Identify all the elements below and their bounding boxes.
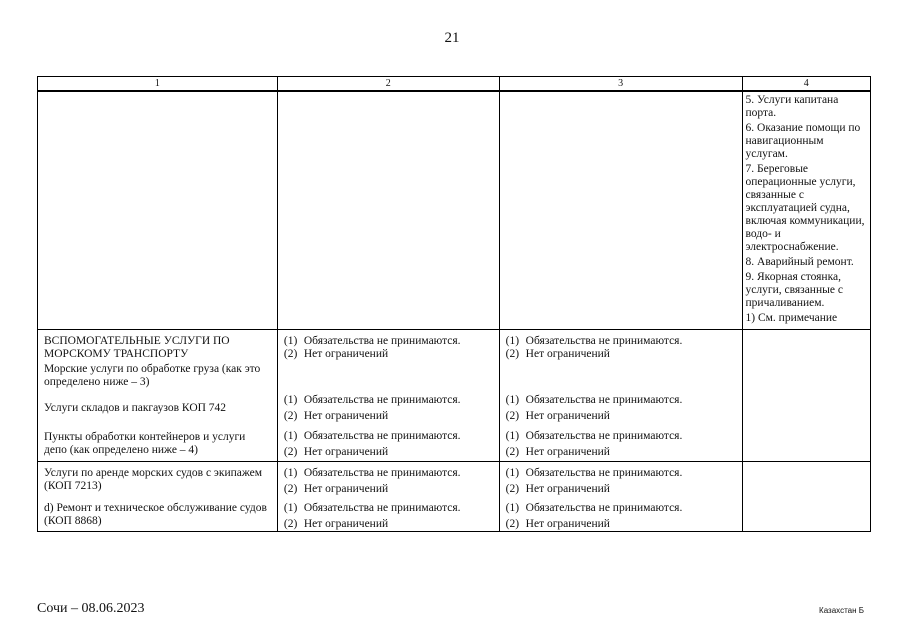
sector-item: Услуги складов и пакгаузов КОП 742 <box>44 402 227 414</box>
restriction-text: Нет ограничений <box>525 518 610 530</box>
column-header-4: 4 <box>742 77 870 92</box>
table-cell <box>277 91 499 330</box>
mode-2-number: (2) <box>505 348 520 360</box>
mode-2-number: (2) <box>505 518 520 530</box>
restriction-text: Нет ограничений <box>525 483 610 495</box>
table-row <box>38 462 871 532</box>
restriction-text: Обязательства не принимаются. <box>303 394 461 406</box>
list-item: 7. Береговые операционные услуги, связанные с эксплуатацией судна, включая коммуникации, водо- и электроснабжение. <box>745 163 865 253</box>
national-treatment-cell <box>499 330 742 462</box>
additional-commitments-list <box>743 92 870 329</box>
restriction-text: Нет ограничений <box>303 348 389 360</box>
commitments-table <box>37 76 871 532</box>
mode-2-number: (2) <box>283 410 298 422</box>
mode-1-number: (1) <box>283 467 298 479</box>
mode-1-number: (1) <box>283 502 298 514</box>
mode-1-number: (1) <box>505 502 520 514</box>
mode-1-number: (1) <box>283 394 298 406</box>
restriction-text: Обязательства не принимаются. <box>525 467 683 479</box>
restriction-text: Обязательства не принимаются. <box>525 502 683 514</box>
footer-document-code: Казахстан Б <box>819 606 864 615</box>
market-access-cell <box>277 330 499 462</box>
restriction-text: Нет ограничений <box>303 410 389 422</box>
restriction-text: Обязательства не принимаются. <box>525 335 683 347</box>
mode-1-number: (1) <box>283 335 298 347</box>
mode-2-number: (2) <box>283 348 298 360</box>
restriction-text: Нет ограничений <box>303 446 389 458</box>
list-item: 1) См. примечание <box>745 312 838 324</box>
column-header-3: 3 <box>499 77 742 92</box>
table-cell <box>499 91 742 330</box>
restriction-text: Нет ограничений <box>525 348 610 360</box>
sector-item: Морские услуги по обработке груза (как это определено ниже – 3) <box>44 363 261 388</box>
list-item: 5. Услуги капитана порта. <box>745 94 839 119</box>
mode-1-number: (1) <box>505 335 520 347</box>
list-item: 8. Аварийный ремонт. <box>745 256 854 268</box>
sector-item: Услуги по аренде морских судов с экипажем (КОП 7213) <box>44 467 263 492</box>
column-header-1: 1 <box>38 77 278 92</box>
mode-1-number: (1) <box>505 394 520 406</box>
restriction-text: Обязательства не принимаются. <box>525 394 683 406</box>
market-access-cell <box>277 462 499 532</box>
footer-location-date: Сочи – 08.06.2023 <box>37 601 145 616</box>
mode-2-number: (2) <box>505 410 520 422</box>
mode-2-number: (2) <box>283 446 298 458</box>
table-row <box>38 330 871 462</box>
mode-1-number: (1) <box>505 467 520 479</box>
restriction-text: Нет ограничений <box>303 483 389 495</box>
sector-item: d) Ремонт и техническое обслуживание судов (КОП 8868) <box>44 502 267 527</box>
mode-2-number: (2) <box>505 446 520 458</box>
column-header-2: 2 <box>277 77 499 92</box>
header-row <box>38 77 871 92</box>
national-treatment-cell <box>499 462 742 532</box>
restriction-text: Нет ограничений <box>525 410 610 422</box>
list-item: 9. Якорная стоянка, услуги, связанные с причаливанием. <box>745 271 843 309</box>
page-number: 21 <box>444 30 460 46</box>
table-cell <box>742 91 870 330</box>
sector-cell <box>38 462 278 532</box>
mode-1-number: (1) <box>283 430 298 442</box>
restriction-text: Обязательства не принимаются. <box>303 335 461 347</box>
restriction-text: Обязательства не принимаются. <box>303 467 461 479</box>
table-cell <box>742 330 870 462</box>
table-cell <box>38 91 278 330</box>
mode-2-number: (2) <box>283 518 298 530</box>
sector-item: Пункты обработки контейнеров и услуги депо (как определено ниже – 4) <box>44 431 246 456</box>
restriction-text: Нет ограничений <box>303 518 389 530</box>
list-item: 6. Оказание помощи по навигационным услугам. <box>745 122 861 160</box>
restriction-text: Обязательства не принимаются. <box>303 502 461 514</box>
mode-2-number: (2) <box>283 483 298 495</box>
mode-2-number: (2) <box>505 483 520 495</box>
restriction-text: Обязательства не принимаются. <box>303 430 461 442</box>
section-title: ВСПОМОГАТЕЛЬНЫЕ УСЛУГИ ПО МОРСКОМУ ТРАНСПОРТУ <box>44 335 230 360</box>
restriction-text: Обязательства не принимаются. <box>525 430 683 442</box>
restriction-text: Нет ограничений <box>525 446 610 458</box>
mode-1-number: (1) <box>505 430 520 442</box>
table-cell <box>742 462 870 532</box>
table-row <box>38 91 871 330</box>
sector-cell <box>38 330 278 462</box>
